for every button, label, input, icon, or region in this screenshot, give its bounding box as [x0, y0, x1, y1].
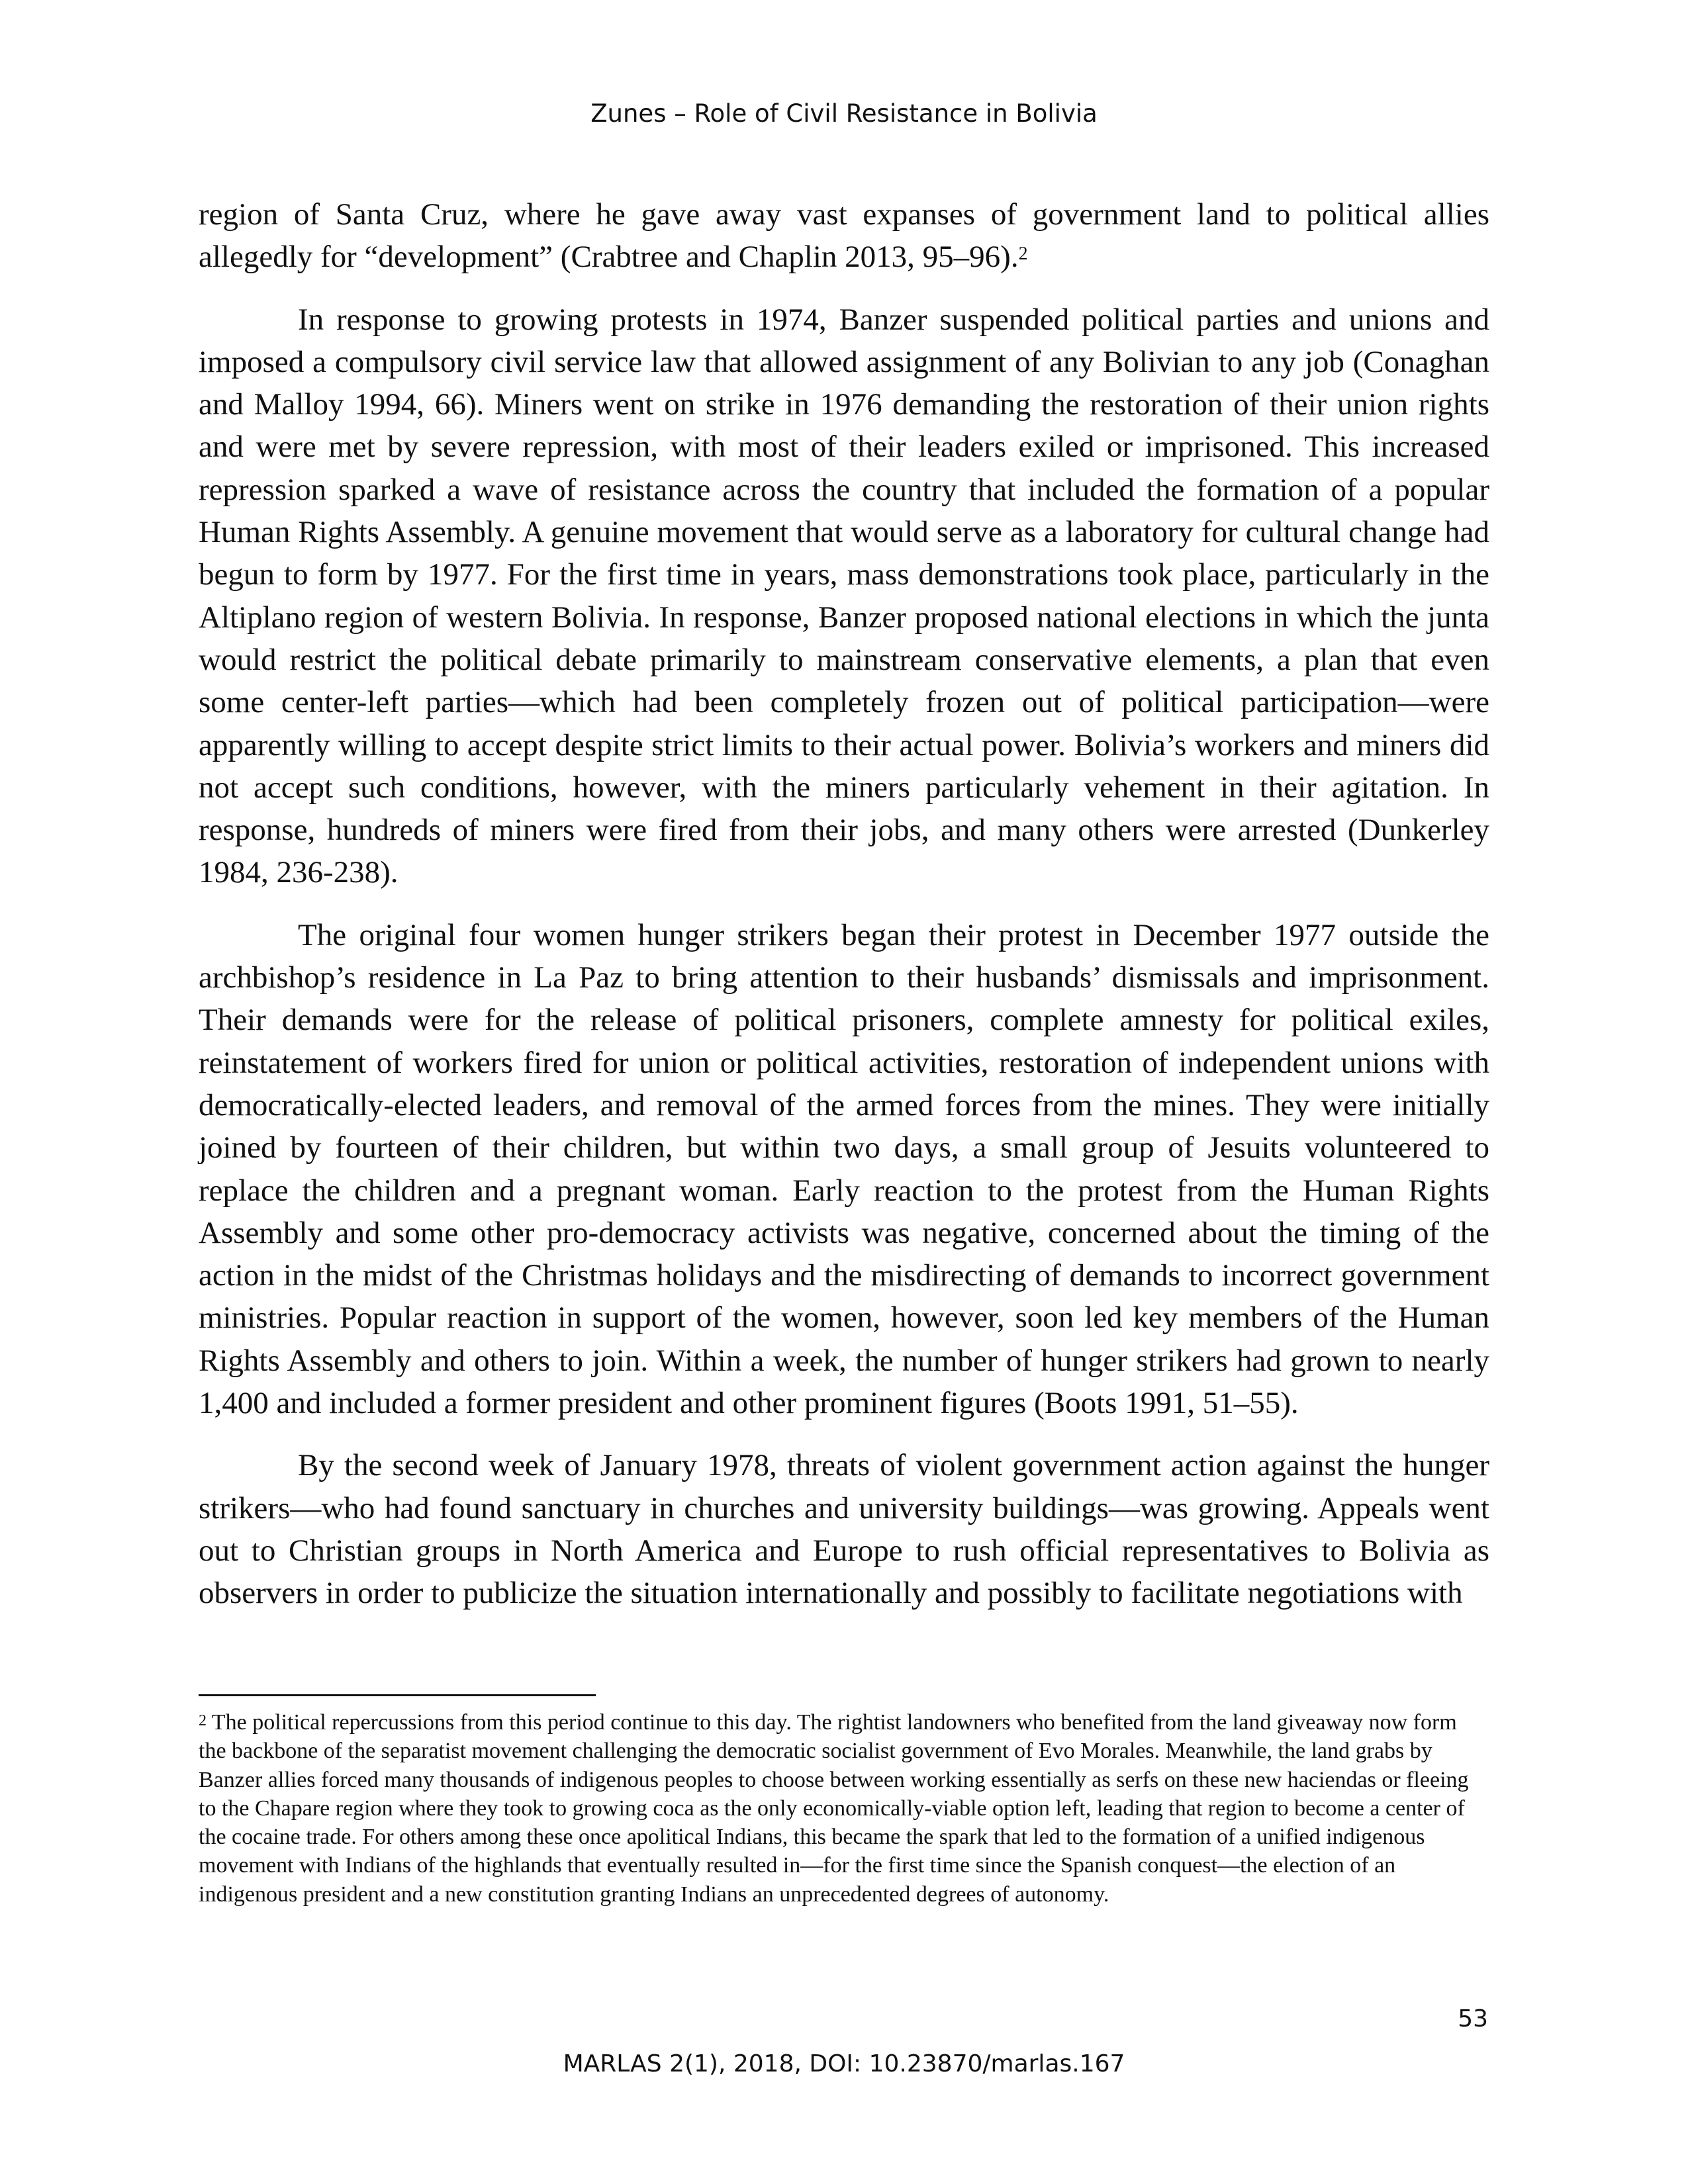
paragraph-4: By the second week of January 1978, threats of violent government action against the hunger strikers—who had found sanctuary in churches and university buildings—was growing. Appeals went out to Christian groups in North America and Europe to rush official representatives to Bolivia as observers in order to publicize the situation internationally and possibly to facilitate negotiations with [199, 1448, 1489, 1611]
paragraph-3: The original four women hunger strikers began their protest in December 1977 outside the archbishop’s residence in La Paz to bring attention to their husbands’ dismissals and imprisonment. Their demands were for the release of political prisoners, complete amnesty for political exiles, reinstatement of workers fired for union or political activities, restoration of independent unions with democratically-elected leaders, and removal of the armed forces from the mines. They were initially joined by fourteen of their children, but within two days, a small group of Jesuits volunteered to replace the children and a pregnant woman. Early reaction to the protest from the Human Rights Assembly and some other pro-democracy activists was negative, concerned about the timing of the action in the midst of the Christmas holidays and the misdirecting of demands to incorrect government ministries. Popular reaction in support of the women, however, soon led key members of the Human Rights Assembly and others to join. Within a week, the number of hunger strikers had grown to nearly 1,400 and included a former president and other prominent figures (Boots 1991, 51–55). [199, 917, 1489, 1421]
paragraph-2: In response to growing protests in 1974, Banzer suspended political parties and unions and imposed a compulsory civil service law that allowed assignment of any Bolivian to any job (Conaghan and Malloy 1994, 66). Miners went on strike in 1976 demanding the restoration of their union rights and were met by severe repression, with most of their leaders exiled or imprisoned. This increased repression sparked a wave of resistance across the country that included the formation of a popular Human Rights Assembly. A genuine movement that would serve as a laboratory for cultural change had begun to form by 1977. For the first time in years, mass demonstrations took place, particularly in the Altiplano region of western Bolivia. In response, Banzer proposed national elections in which the junta would restrict the political debate primarily to mainstream conservative elements, a plan that even some center-left parties—which had been completely frozen out of political participation—were apparently willing to accept despite strict limits to their actual power. Bolivia’s workers and miners did not accept such conditions, however, with the miners particularly vehement in their agitation. In response, hundreds of miners were fired from their jobs, and many others were arrested (Dunkerley 1984, 236-238). [199, 302, 1489, 890]
article-body [199, 193, 1489, 1635]
paragraph-1-text: region of Santa Cruz, where he gave away vast expanses of government land to political allies allegedly for “development” (Crabtree and Chaplin 2013, 95–96). [199, 197, 1489, 275]
running-header: Zunes – Role of Civil Resistance in Bolivia [590, 99, 1098, 128]
footnote-text: The political repercussions from this period continue to this day. The rightist landowners who benefited from the land giveaway now form the backbone of the separatist movement challenging the democratic socialist government of Evo Morales. Meanwhile, the land grabs by Banzer allies forced many thousands of indigenous peoples to choose between working essentially as serfs on these new haciendas or fleeing to the Chapare region where they took to growing coca as the only economically-viable option left, leading that region to become a center of the cocaine trade. For others among these once apolitical Indians, this became the spark that led to the formation of a unified indigenous movement with Indians of the highlands that eventually resulted in—for the first time since the Spanish conquest—the election of an indigenous president and a new constitution granting Indians an unprecedented degrees of autonomy. [199, 1710, 1469, 1907]
footnote-marker: 2 [199, 1712, 207, 1729]
paragraph-1 [199, 193, 1489, 279]
footnote [199, 1708, 1489, 1909]
page-number: 53 [1458, 2005, 1488, 2032]
running-footer: MARLAS 2(1), 2018, DOI: 10.23870/marlas.167 [563, 2050, 1125, 2077]
footnote-reference[interactable]: 2 [1018, 244, 1028, 265]
footnote-separator [199, 1694, 596, 1696]
